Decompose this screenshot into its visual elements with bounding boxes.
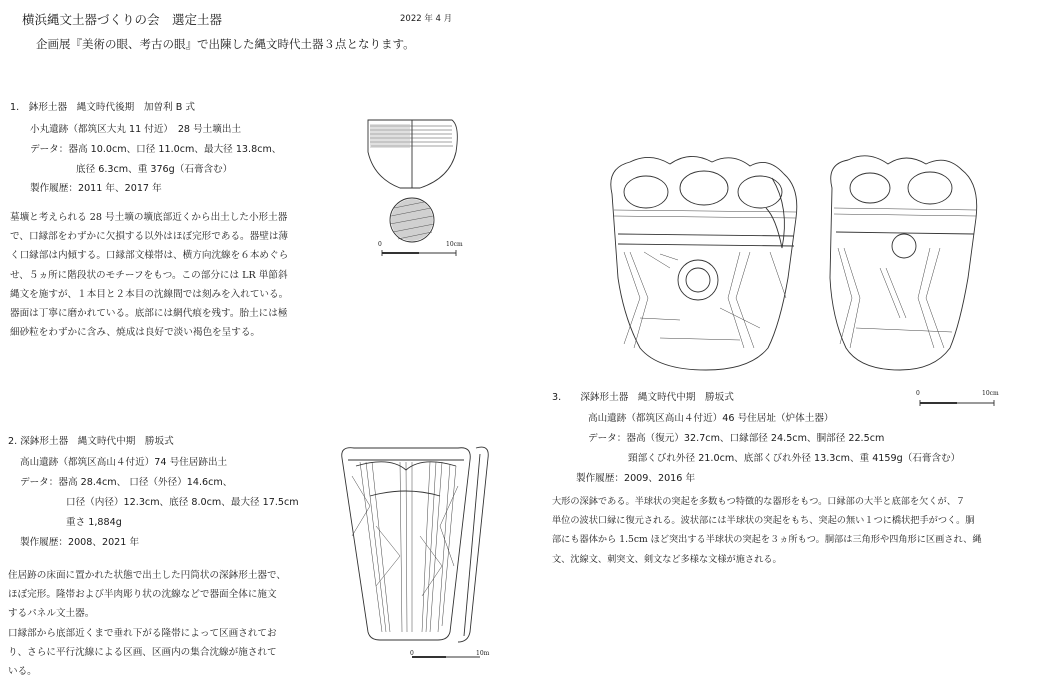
item3-description	[552, 492, 982, 569]
item3-desc-line: 単位の波状口縁に復元される。波状部には半球状の突起をもち、突起の無い１つに橋状把手がつく。胴	[552, 515, 975, 527]
item2-heading: 2. 深鉢形土器 縄文時代中期 勝坂式	[8, 436, 174, 447]
item1-desc-line: 細砂粒をわずかに含み、焼成は良好で淡い褐色を呈する。	[10, 327, 261, 339]
item1-desc-line: 墓壙と考えられる 28 号土壙の壙底部近くから出土した小形土器	[10, 212, 288, 223]
item2-desc-line: ほぼ完形。隆帯および半肉彫り状の沈線などで器面全体に施文	[8, 589, 277, 601]
item3-scale-bar	[918, 398, 998, 410]
item2-scale-zero: 0	[410, 650, 414, 657]
item2-desc-line: いる。	[8, 666, 37, 678]
item2-desc-line: り、さらに平行沈線による区画、区画内の集合沈線が施されて	[8, 646, 277, 658]
item3-scale-zero: 0	[916, 390, 920, 397]
item1-desc-line: せ、５ヵ所に階段状のモチーフをもつ。この部分には LR 単節斜	[10, 269, 288, 281]
item3-vessel-drawing	[600, 148, 1020, 380]
item2-description	[8, 566, 286, 681]
item3-data-line2: 頸部くびれ外径 21.0cm、底部くびれ外径 13.3cm、重 4159g（石膏含む）	[628, 453, 961, 464]
item1-desc-line: く口縁部は内傾する。口縁部文様帯は、横方向沈線を６本めぐら	[10, 250, 289, 262]
item2-data-line2: 口径（内径）12.3cm、底径 8.0cm、最大径 17.5cm	[66, 497, 299, 508]
item3-heading: 3. 深鉢形土器 縄文時代中期 勝坂式	[552, 392, 734, 403]
item1-scale-end: 10cm	[446, 241, 463, 248]
item1-desc-line: 縄文を施すが、１本目と２本目の沈線間では刻みを入れている。	[10, 288, 289, 300]
item2-vessel-drawing	[330, 436, 500, 658]
item2-scale-end: 10m	[476, 650, 490, 657]
item1-heading: 1. 鉢形土器 縄文時代後期 加曽利 B 式	[10, 102, 195, 113]
item1-data-line2: 底径 6.3cm、重 376g（石膏含む）	[76, 164, 233, 175]
item2-production: 製作履歴：2008、2021 年	[20, 537, 140, 548]
item3-desc-line: 文、沈線文、刺突文、剣文など多様な文様が施される。	[552, 553, 782, 565]
item2-desc-line: 住居跡の床面に置かれた状態で出土した円筒状の深鉢形土器で、	[8, 570, 287, 581]
item1-desc-line: 器面は丁寧に磨かれている。底部には網代痕を残す。胎土には極	[10, 308, 288, 320]
item3-production: 製作履歴：2009、2016 年	[576, 473, 696, 484]
item1-scale-bar	[380, 248, 460, 260]
item1-scale-zero: 0	[378, 241, 382, 248]
item2-data-line3: 重さ 1,884g	[66, 517, 122, 528]
item1-description	[10, 208, 288, 342]
item3-desc-line: 部にも器体から 1.5cm ほど突出する半球状の突起を３ヵ所もつ。胴部は三角形や四角形に区画され、縄	[552, 534, 982, 546]
item1-data-line1: データ：器高 10.0cm、口径 11.0cm、最大径 13.8cm、	[30, 144, 282, 155]
page-title: 横浜縄文土器づくりの会 選定土器	[22, 12, 223, 27]
page-subtitle: 企画展『美術の眼、考古の眼』で出陳した縄文時代土器３点となります。	[36, 37, 415, 51]
item3-data-line1: データ：器高（復元）32.7cm、口縁部径 24.5cm、胴部径 22.5cm	[588, 433, 885, 444]
item3-site: 高山遺跡（都筑区高山４付近）46 号住居址（炉体土器）	[588, 413, 834, 424]
item2-desc-line: するパネル文土器。	[8, 608, 95, 620]
page-date: 2022 年 4 月	[400, 14, 453, 24]
item1-site: 小丸遺跡（都筑区大丸 11 付近） 28 号土壙出土	[30, 124, 242, 135]
item2-desc-line: 口縁部から底部近くまで垂れ下がる隆帯によって区画されてお	[8, 627, 277, 639]
item1-desc-line: で、口縁部をわずかに欠損する以外はほぼ完形である。器壁は薄	[10, 231, 289, 243]
item2-data-line1: データ：器高 28.4cm、 口径（外径）14.6cm、	[20, 477, 233, 488]
item1-production: 製作履歴：2011 年、2017 年	[30, 183, 162, 194]
item3-desc-line: 大形の深鉢である。半球状の突起を多数もつ特徴的な器形をもつ。口縁部の大半と底部を欠くが、７	[552, 496, 966, 507]
item1-bowl-drawing	[360, 112, 470, 262]
item3-scale-end: 10cm	[982, 390, 999, 397]
item2-site: 高山遺跡（都筑区高山４付近）74 号住居跡出土	[20, 457, 228, 468]
